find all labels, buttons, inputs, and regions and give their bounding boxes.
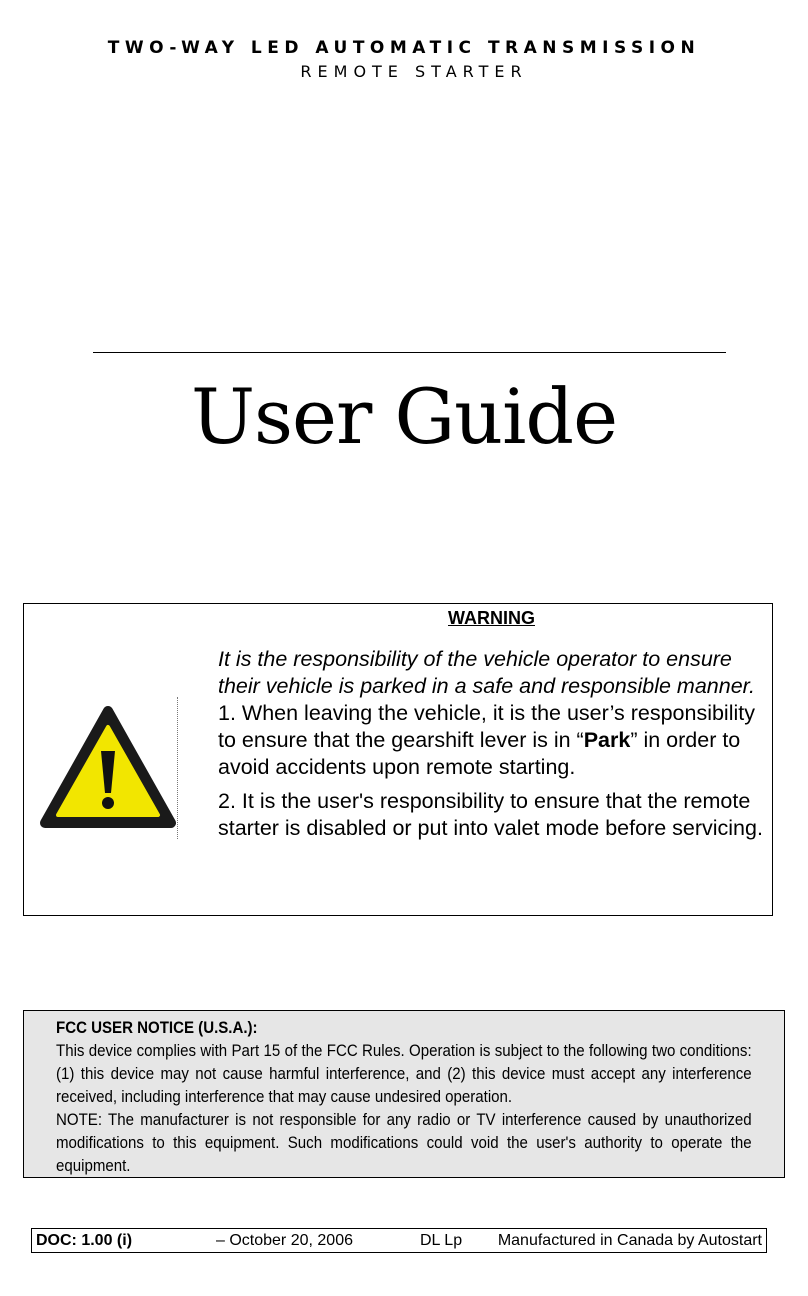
fcc-notice-content [56, 1017, 752, 1178]
warning-triangle-icon [37, 697, 179, 839]
title-rule [93, 352, 726, 353]
fcc-notice-title: FCC USER NOTICE (U.S.A.): [56, 1019, 258, 1037]
header-product-subline: REMOTE STARTER [300, 62, 528, 81]
footer-manufacturer: Manufactured in Canada by Autostart [497, 1232, 762, 1249]
footer-doc-version: DOC: 1.00 (i) [36, 1232, 133, 1249]
fcc-notice-box [23, 1010, 785, 1178]
warning-box [23, 603, 773, 916]
warning-text [218, 646, 770, 842]
warning-heading: WARNING [448, 608, 535, 628]
fcc-notice-paragraph-1: This device complies with Part 15 of the FCC Rules. Operation is subject to the following two conditions: (1) this device may not cause harmful interference, and (2) this device must accept any interference received, including interference that may cause undesired operation. [56, 1042, 752, 1106]
footer-dl: DL Lp [420, 1232, 463, 1249]
warning-item-1-text-end: ” in order to avoid accidents upon remote starting. [218, 728, 741, 779]
header-product-line: TWO-WAY LED AUTOMATIC TRANSMISSION [107, 38, 701, 58]
warning-item-2: 2. It is the user's responsibility to ensure that the remote starter is disabled or put into valet mode before servicing. [218, 789, 763, 840]
page-title: User Guide [190, 372, 618, 461]
footer-date: – October 20, 2006 [216, 1232, 353, 1249]
warning-item-1-text: 1. When leaving the vehicle, it is the user’s responsibility to ensure that the gearshift lever is in “ [218, 701, 755, 752]
warning-icon-divider [177, 697, 178, 839]
document-footer [31, 1228, 767, 1253]
fcc-notice-paragraph-2: NOTE: The manufacturer is not responsible for any radio or TV interference caused by unauthorized modifications to this equipment. Such modifications could void the user's authority to operate the equipment. [56, 1111, 752, 1175]
warning-item-1 [218, 700, 770, 781]
warning-intro: It is the responsibility of the vehicle operator to ensure their vehicle is parked in a safe and responsible manner. [218, 647, 756, 698]
park-emphasis: Park [583, 728, 631, 752]
